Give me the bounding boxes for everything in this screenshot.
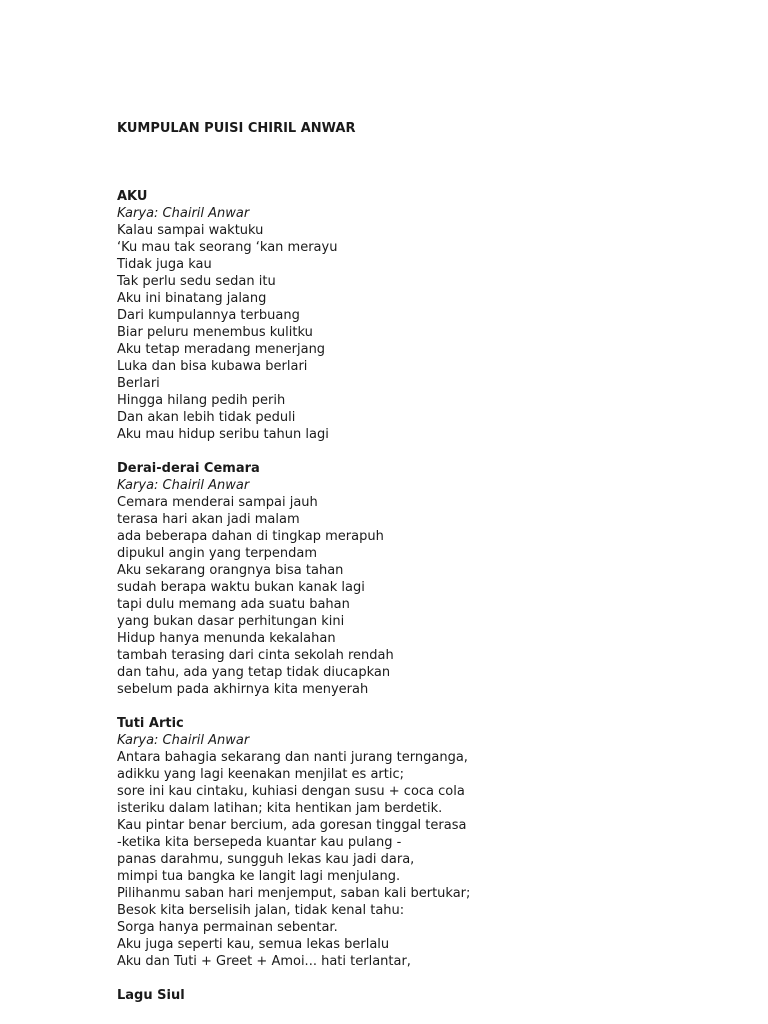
poem-line: Aku juga seperti kau, semua lekas berlalu: [117, 937, 390, 952]
poem-line: Hidup hanya menunda kekalahan: [117, 631, 336, 646]
poem-line: isteriku dalam latihan; kita hentikan jam berdetik.: [117, 801, 443, 816]
poem-line: Besok kita berselisih jalan, tidak kenal tahu:: [117, 903, 405, 918]
poem-line: yang bukan dasar perhitungan kini: [117, 614, 345, 629]
poem-section: [117, 171, 470, 443]
poem-line: Cemara menderai sampai jauh: [117, 495, 318, 510]
blank-line: [117, 970, 470, 987]
poem-line: Kau pintar benar bercium, ada goresan tinggal terasa: [117, 818, 467, 833]
poem-line: panas darahmu, sungguh lekas kau jadi dara,: [117, 852, 415, 867]
poem-author: Karya: Chairil Anwar: [117, 206, 250, 221]
poem-title: Lagu Siul: [117, 988, 185, 1003]
blank-line: [117, 698, 470, 715]
poem-line: Kalau sampai waktuku: [117, 223, 264, 238]
poem-line: Dari kumpulannya terbuang: [117, 308, 300, 323]
document-page: [117, 86, 470, 1021]
poem-line: Luka dan bisa kubawa berlari: [117, 359, 308, 374]
poem-line: Berlari: [117, 376, 160, 391]
poem-line: sebelum pada akhirnya kita menyerah: [117, 682, 369, 697]
poem-line: mimpi tua bangka ke langit lagi menjulang.: [117, 869, 401, 884]
poem-section: [117, 970, 470, 1004]
poem-line: Antara bahagia sekarang dan nanti jurang ternganga,: [117, 750, 468, 765]
poem-line: Sorga hanya permainan sebentar.: [117, 920, 338, 935]
poem-line: Hingga hilang pedih perih: [117, 393, 286, 408]
poem-title: Derai-derai Cemara: [117, 461, 260, 476]
poem-line: tapi dulu memang ada suatu bahan: [117, 597, 350, 612]
poem-line: Tak perlu sedu sedan itu: [117, 274, 276, 289]
poem-line: sudah berapa waktu bukan kanak lagi: [117, 580, 365, 595]
poem-section: [117, 698, 470, 970]
blank-line: [117, 171, 470, 188]
poem-line: sore ini kau cintaku, kuhiasi dengan susu + coca cola: [117, 784, 465, 799]
poem-line: Aku tetap meradang menerjang: [117, 342, 326, 357]
poem-line: -ketika kita bersepeda kuantar kau pulang -: [117, 835, 402, 850]
poem-line: Tidak juga kau: [117, 257, 212, 272]
poem-line: terasa hari akan jadi malam: [117, 512, 300, 527]
poem-title: AKU: [117, 189, 148, 204]
poem-line: ada beberapa dahan di tingkap merapuh: [117, 529, 384, 544]
poem-line: tambah terasing dari cinta sekolah rendah: [117, 648, 394, 663]
poem-line: ‘Ku mau tak seorang ‘kan merayu: [117, 240, 338, 255]
poem-section: [117, 443, 470, 698]
poem-line: Aku dan Tuti + Greet + Amoi... hati terlantar,: [117, 954, 411, 969]
blank-line: [117, 443, 470, 460]
poem-line: Aku sekarang orangnya bisa tahan: [117, 563, 344, 578]
poem-line: Dan akan lebih tidak peduli: [117, 410, 296, 425]
poem-line: Aku mau hidup seribu tahun lagi: [117, 427, 329, 442]
poem-title: Tuti Artic: [117, 716, 184, 731]
poem-line: Pilihanmu saban hari menjemput, saban kali bertukar;: [117, 886, 471, 901]
poem-list: [117, 171, 470, 1004]
poem-author: Karya: Chairil Anwar: [117, 478, 250, 493]
poem-author: Karya: Chairil Anwar: [117, 733, 250, 748]
poem-line: dipukul angin yang terpendam: [117, 546, 318, 561]
poem-line: Aku ini binatang jalang: [117, 291, 267, 306]
poem-line: dan tahu, ada yang tetap tidak diucapkan: [117, 665, 391, 680]
document-title: KUMPULAN PUISI CHIRIL ANWAR: [117, 121, 356, 136]
poem-line: Biar peluru menembus kulitku: [117, 325, 313, 340]
poem-line: adikku yang lagi keenakan menjilat es artic;: [117, 767, 405, 782]
